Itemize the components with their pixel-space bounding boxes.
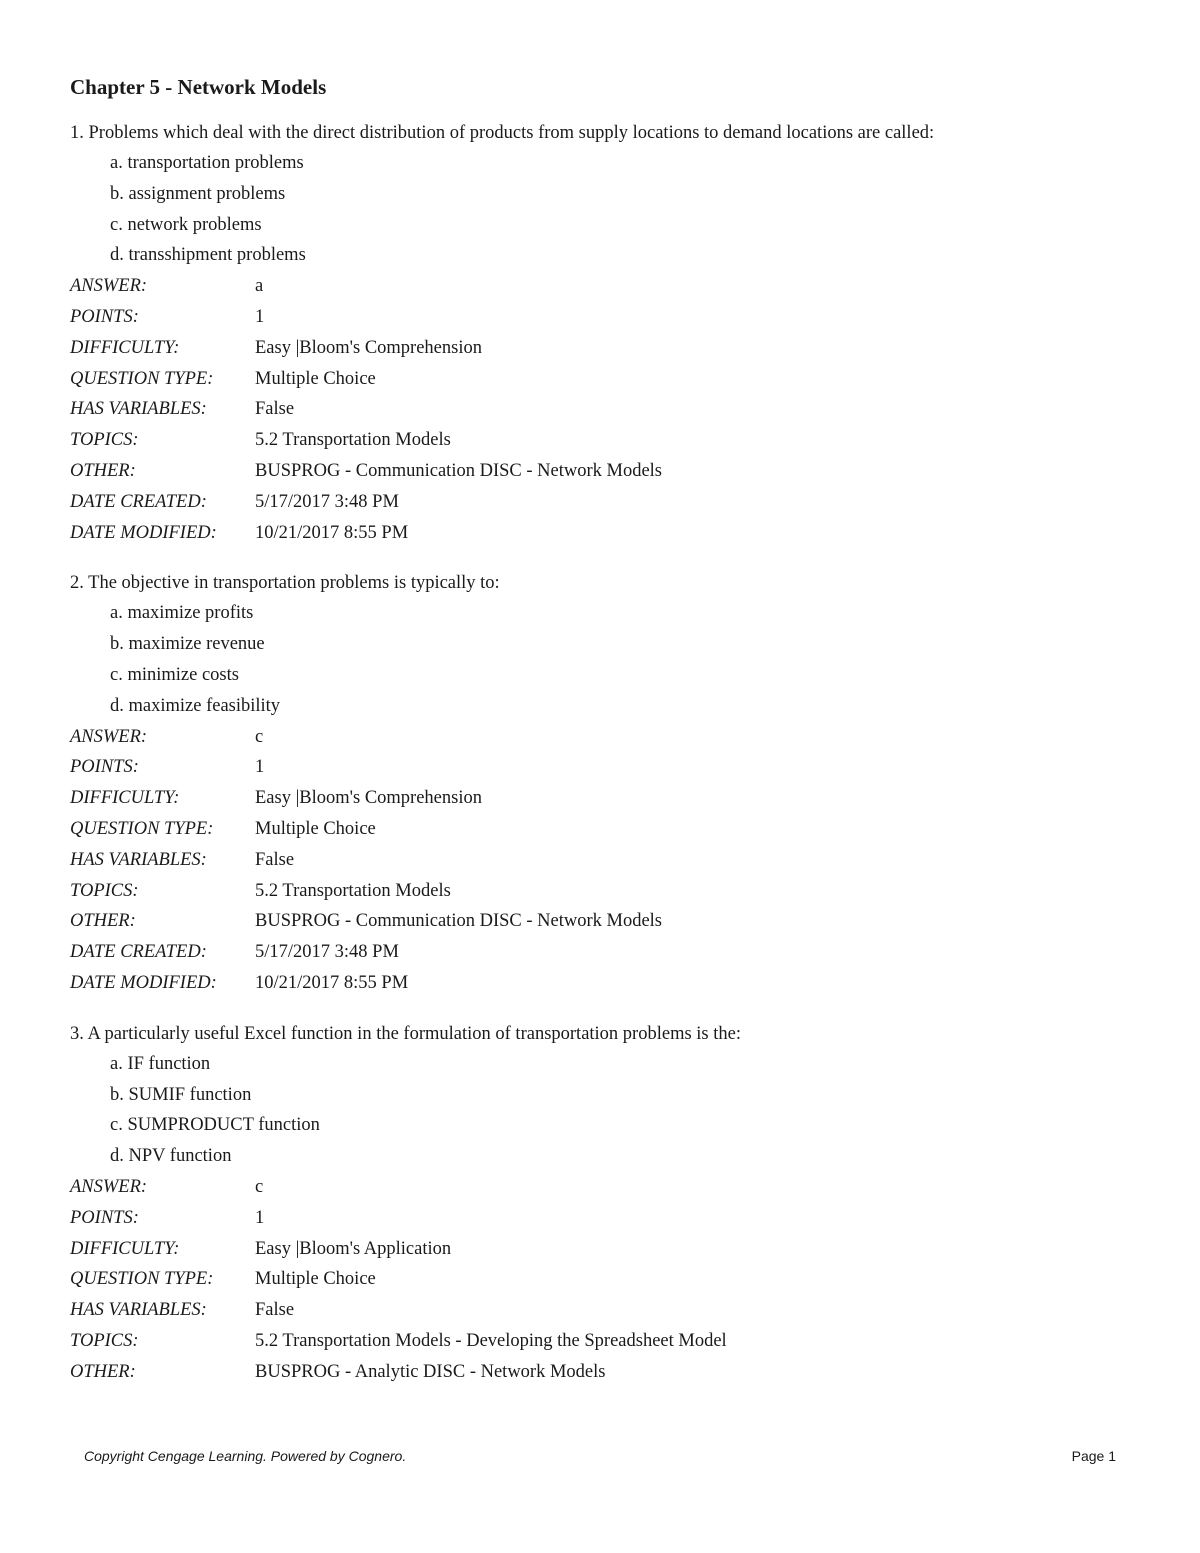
other-value: BUSPROG - Communication DISC - Network Models [255,911,662,932]
meta-points [70,302,1150,333]
choice-a: a. IF function [110,1053,211,1074]
date-created-value: 5/17/2017 3:48 PM [255,491,399,512]
choice-list [70,148,1150,271]
meta-topics [70,876,1150,907]
other-value: BUSPROG - Communication DISC - Network Models [255,460,662,481]
meta-points [70,752,1150,783]
meta-other [70,1357,1150,1388]
question-metadata [70,722,1150,999]
choice-d: d. maximize feasibility [110,695,281,716]
meta-points [70,1203,1150,1234]
question-type-value: Multiple Choice [255,368,376,389]
meta-label: DIFFICULTY: [70,788,180,809]
choice-b: b. SUMIF function [110,1084,252,1105]
meta-label: DATE CREATED: [70,491,207,512]
question-2 [70,569,1150,998]
meta-label: OTHER: [70,911,136,932]
difficulty-value: Easy |Bloom's Comprehension [255,337,482,358]
question-metadata [70,271,1150,548]
choice-b: b. assignment problems [110,183,286,204]
meta-label: HAS VARIABLES: [70,849,207,870]
meta-topics [70,1326,1150,1357]
choice-a: a. maximize profits [110,603,254,624]
question-metadata [70,1172,1150,1388]
meta-topics [70,425,1150,456]
meta-label: DATE MODIFIED: [70,522,217,543]
copyright-notice: Copyright Cengage Learning. Powered by Cognero. [84,1448,407,1464]
points-value: 1 [255,1207,265,1228]
meta-label: ANSWER: [70,1176,148,1197]
answer-value: c [255,726,264,747]
meta-question-type [70,1264,1150,1295]
meta-date-modified [70,518,1150,549]
meta-label: DATE CREATED: [70,942,207,963]
meta-other [70,906,1150,937]
meta-label: QUESTION TYPE: [70,368,214,389]
question-stem: 3. A particularly useful Excel function in the formulation of transportation problems is the: [70,1023,741,1044]
meta-difficulty [70,783,1150,814]
meta-label: TOPICS: [70,1330,139,1351]
choice-c: c. network problems [110,214,262,235]
meta-label: OTHER: [70,460,136,481]
date-modified-value: 10/21/2017 8:55 PM [255,522,409,543]
meta-label: OTHER: [70,1361,136,1382]
meta-label: QUESTION TYPE: [70,1269,214,1290]
meta-difficulty [70,333,1150,364]
choice-list [70,598,1150,721]
answer-value: a [255,276,264,297]
date-created-value: 5/17/2017 3:48 PM [255,942,399,963]
choice-d: d. NPV function [110,1146,232,1167]
meta-has-variables [70,845,1150,876]
meta-date-modified [70,968,1150,999]
points-value: 1 [255,757,265,778]
meta-label: POINTS: [70,306,139,327]
meta-label: DIFFICULTY: [70,1238,180,1259]
choice-d: d. transshipment problems [110,245,306,266]
meta-difficulty [70,1234,1150,1265]
difficulty-value: Easy |Bloom's Application [255,1238,452,1259]
document-page [70,72,1150,1408]
meta-label: POINTS: [70,757,139,778]
choice-c: c. SUMPRODUCT function [110,1115,320,1136]
choice-c: c. minimize costs [110,664,239,685]
choice-list [70,1049,1150,1172]
chapter-title: Chapter 5 - Network Models [70,75,327,99]
date-modified-value: 10/21/2017 8:55 PM [255,972,409,993]
question-1 [70,119,1150,548]
has-variables-value: False [255,849,295,870]
topics-value: 5.2 Transportation Models - Developing the Spreadsheet Model [255,1330,727,1351]
question-stem: 2. The objective in transportation problems is typically to: [70,573,500,594]
other-value: BUSPROG - Analytic DISC - Network Models [255,1361,606,1382]
points-value: 1 [255,306,265,327]
question-type-value: Multiple Choice [255,818,376,839]
topics-value: 5.2 Transportation Models [255,430,451,451]
meta-label: HAS VARIABLES: [70,1300,207,1321]
meta-label: TOPICS: [70,430,139,451]
meta-label: HAS VARIABLES: [70,399,207,420]
meta-answer [70,271,1150,302]
page-number: Page 1 [1071,1448,1116,1464]
meta-label: DIFFICULTY: [70,337,180,358]
meta-date-created [70,487,1150,518]
meta-answer [70,1172,1150,1203]
meta-question-type [70,364,1150,395]
meta-question-type [70,814,1150,845]
question-3 [70,1020,1150,1388]
meta-label: POINTS: [70,1207,139,1228]
topics-value: 5.2 Transportation Models [255,880,451,901]
meta-date-created [70,937,1150,968]
answer-value: c [255,1176,264,1197]
meta-label: ANSWER: [70,276,148,297]
choice-a: a. transportation problems [110,153,304,173]
has-variables-value: False [255,1300,295,1321]
meta-has-variables [70,1295,1150,1326]
meta-label: ANSWER: [70,726,148,747]
difficulty-value: Easy |Bloom's Comprehension [255,788,482,809]
has-variables-value: False [255,399,295,420]
choice-b: b. maximize revenue [110,634,265,655]
meta-other [70,456,1150,487]
question-type-value: Multiple Choice [255,1269,376,1290]
meta-answer [70,722,1150,753]
meta-label: DATE MODIFIED: [70,972,217,993]
meta-label: QUESTION TYPE: [70,818,214,839]
question-stem: 1. Problems which deal with the direct distribution of products from supply locations to demand locations are called: [70,123,935,143]
meta-label: TOPICS: [70,880,139,901]
meta-has-variables [70,394,1150,425]
